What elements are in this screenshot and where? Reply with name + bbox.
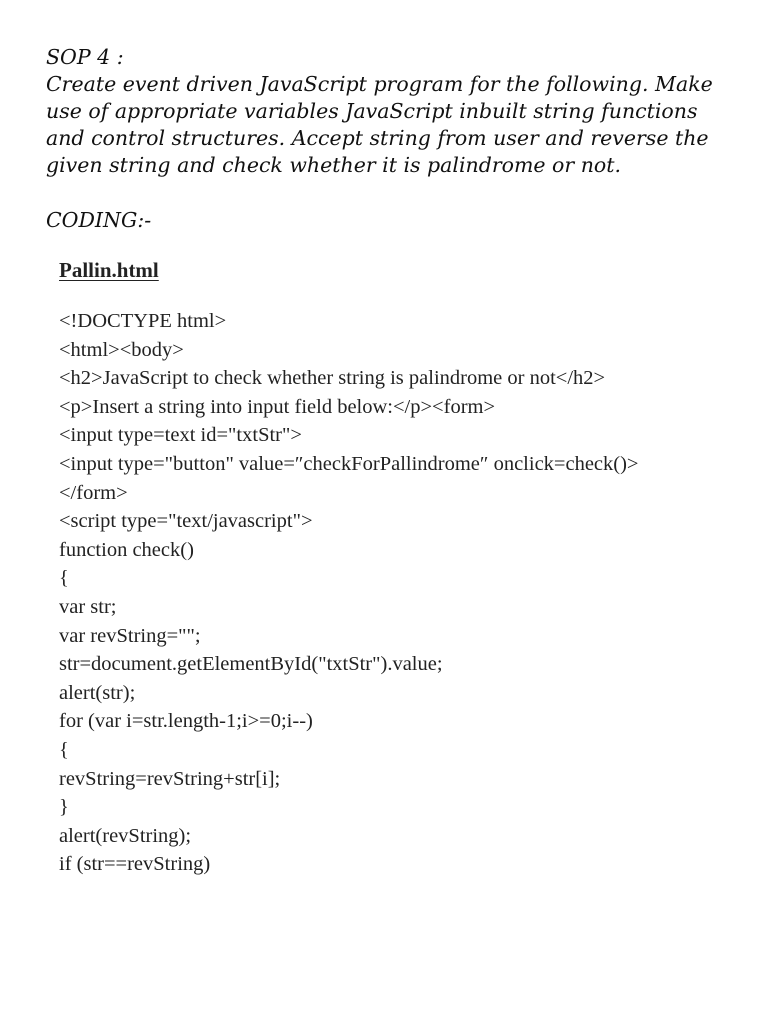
code-line: <script type="text/javascript"> (59, 510, 313, 533)
question-text-line: Create event driven JavaScript program for the following. Make (46, 72, 713, 96)
code-line: </form> (59, 481, 128, 504)
file-name-heading: Pallin.html (59, 258, 159, 282)
code-line: <h2>JavaScript to check whether string is palindrome or not</h2> (59, 367, 606, 390)
code-listing (59, 307, 749, 879)
code-line: var revString=""; (59, 624, 201, 647)
question-block (46, 44, 746, 234)
question-heading: SOP 4 : (46, 45, 124, 69)
code-line: <input type=text id="txtStr"> (59, 424, 302, 447)
code-line: var str; (59, 595, 117, 618)
spacer (46, 179, 746, 207)
code-line: str=document.getElementById("txtStr").value; (59, 653, 443, 676)
code-line: for (var i=str.length-1;i>=0;i--) (59, 710, 313, 733)
code-line: } (59, 796, 69, 819)
coding-label: CODING:- (46, 208, 152, 232)
code-line: { (59, 567, 69, 590)
code-line: <p>Insert a string into input field below:</p><form> (59, 395, 496, 418)
question-text-line: and control structures. Accept string from user and reverse the (46, 126, 709, 150)
code-line: if (str==revString) (59, 853, 211, 876)
question-text-line: given string and check whether it is palindrome or not. (46, 153, 622, 177)
code-line: <input type="button" value=″checkForPallindrome″ onclick=check()> (59, 452, 639, 475)
code-line: revString=revString+str[i]; (59, 767, 281, 790)
code-line: alert(revString); (59, 824, 192, 847)
question-text-line: use of appropriate variables JavaScript inbuilt string functions (46, 99, 698, 123)
code-line: <!DOCTYPE html> (59, 310, 227, 332)
code-line: { (59, 738, 69, 761)
code-line: function check() (59, 538, 194, 561)
code-line: alert(str); (59, 681, 136, 704)
code-line: <html><body> (59, 338, 184, 361)
